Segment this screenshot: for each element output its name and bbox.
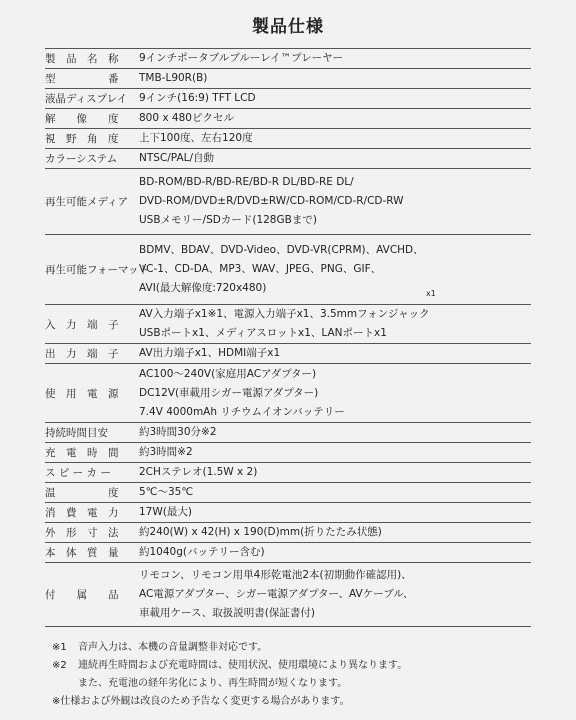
spec-label: 付 属 品	[45, 563, 139, 627]
spec-row	[45, 463, 531, 483]
spec-value-line: 約1040g(バッテリー含む)	[139, 546, 265, 558]
spec-value	[139, 483, 531, 503]
spec-value	[139, 49, 531, 69]
spec-value-line: 2CHステレオ(1.5W x 2)	[139, 466, 258, 478]
spec-value-line: VC-1、CD-DA、MP3、WAV、JPEG、PNG、GIF、	[139, 263, 382, 275]
spec-row	[45, 523, 531, 543]
footnote-2-text: 連続再生時間および充電時間は、使用状況、使用環境により異なります。	[78, 660, 408, 671]
spec-value-line: AVI(最大解像度:720x480)	[139, 282, 267, 294]
spec-value-line: AC電源アダプター、シガー電源アダプター、AVケーブル、	[139, 588, 414, 600]
spec-row	[45, 89, 531, 109]
spec-value-line: 7.4V 4000mAh リチウムイオンバッテリー	[139, 405, 345, 418]
spec-label: 充 電 時 間	[45, 443, 139, 463]
spec-label: 入 力 端 子	[45, 305, 139, 344]
spec-label: 解 像 度	[45, 109, 139, 129]
spec-row	[45, 109, 531, 129]
spec-value-line: 5℃〜35℃	[139, 486, 194, 498]
footnotes	[52, 639, 552, 711]
spec-table-body	[45, 49, 531, 627]
spec-value-line: AV入力端子x1※1、電源入力端子x1、3.5mmフォンジャック	[139, 308, 430, 320]
spec-row	[45, 563, 531, 627]
spec-value-line: DVD-ROM/DVD±R/DVD±RW/CD-ROM/CD-R/CD-RW	[139, 195, 404, 207]
spec-value	[139, 305, 531, 344]
spec-value-line: 約3時間※2	[139, 446, 193, 458]
spec-label: カラーシステム	[45, 149, 139, 169]
spec-row	[45, 235, 531, 305]
spec-value	[139, 423, 531, 443]
spec-value-line: 約240(W) x 42(H) x 190(D)mm(折りたたみ状態)	[139, 526, 382, 538]
spec-value	[139, 503, 531, 523]
spec-label: ス ピ ー カ ー	[45, 463, 139, 483]
spec-label: 本 体 質 量	[45, 543, 139, 563]
spec-row	[45, 149, 531, 169]
spec-label: 製 品 名 称	[45, 49, 139, 69]
spec-label: 使 用 電 源	[45, 364, 139, 423]
spec-row	[45, 69, 531, 89]
spec-value-line: AC100〜240V(家庭用ACアダプター)	[139, 367, 317, 380]
spec-value-line: 車載用ケース、取扱説明書(保証書付)	[139, 607, 315, 619]
spec-table	[45, 48, 531, 627]
spec-row	[45, 344, 531, 364]
spec-row	[45, 49, 531, 69]
spec-value-line: USBポートx1、メディアスロットx1、LANポートx1	[139, 327, 387, 339]
spec-value	[139, 463, 531, 483]
spec-row	[45, 305, 531, 344]
spec-value	[139, 443, 531, 463]
spec-value	[139, 149, 531, 169]
spec-value	[139, 543, 531, 563]
spec-value	[139, 109, 531, 129]
spec-value-line: TMB-L90R(B)	[139, 72, 208, 84]
spec-row	[45, 503, 531, 523]
spec-value-line: 約3時間30分※2	[139, 426, 217, 438]
footnote-2-mark: ※2	[52, 660, 67, 671]
spec-value	[139, 235, 531, 305]
spec-label: 再生可能メディア	[45, 169, 139, 235]
spec-value-line: 9インチポータブルブルーレイ™プレーヤー	[139, 52, 344, 64]
spec-value-line: 9インチ(16:9) TFT LCD	[139, 92, 256, 104]
spec-value	[139, 364, 531, 423]
spec-label: 型 番	[45, 69, 139, 89]
spec-value-line: BD-ROM/BD-R/BD-RE/BD-R DL/BD-RE DL/	[139, 176, 354, 188]
spec-row	[45, 483, 531, 503]
spec-row	[45, 169, 531, 235]
footnote-1	[52, 639, 552, 657]
spec-value	[139, 129, 531, 149]
spec-label: 外 形 寸 法	[45, 523, 139, 543]
footnote-3	[52, 693, 552, 711]
spec-row	[45, 443, 531, 463]
spec-value	[139, 89, 531, 109]
spec-value-line: 上下100度、左右120度	[139, 132, 253, 144]
spec-label: 液晶ディスプレイ	[45, 89, 139, 109]
footnote-1-text: 音声入力は、本機の音量調整非対応です。	[78, 642, 268, 653]
spec-value-line: 17W(最大)	[139, 506, 192, 518]
spec-value	[139, 169, 531, 235]
spec-value	[139, 563, 531, 627]
spec-value-line: DC12V(車載用シガー電源アダプター)	[139, 386, 319, 399]
spec-row	[45, 129, 531, 149]
spec-value	[139, 69, 531, 89]
spec-label: 持続時間目安	[45, 423, 139, 443]
spec-value	[139, 344, 531, 364]
spec-label: 消 費 電 力	[45, 503, 139, 523]
spec-value-line: リモコン、リモコン用単4形乾電池2本(初期動作確認用)、	[139, 569, 412, 581]
spec-label: 視 野 角 度	[45, 129, 139, 149]
annotation-mark: x1	[426, 289, 436, 298]
spec-value-line: 800 x 480ピクセル	[139, 112, 234, 124]
footnote-1-mark: ※1	[52, 642, 67, 653]
spec-label: 出 力 端 子	[45, 344, 139, 364]
spec-value	[139, 523, 531, 543]
spec-row	[45, 364, 531, 423]
spec-row	[45, 543, 531, 563]
spec-value-line: USBメモリー/SDカード(128GBまで)	[139, 214, 317, 226]
spec-label: 再生可能フォーマット	[45, 235, 139, 305]
spec-label: 温 度	[45, 483, 139, 503]
footnote-2-continuation: また、充電池の経年劣化により、再生時間が短くなります。	[78, 678, 348, 689]
spec-value-line: NTSC/PAL/自動	[139, 152, 215, 164]
spec-row	[45, 423, 531, 443]
footnote-2	[52, 657, 552, 675]
page-title: 製品仕様	[252, 17, 324, 37]
spec-value-line: AV出力端子x1、HDMI端子x1	[139, 347, 281, 359]
footnote-3-text: ※仕様および外観は改良のため予告なく変更する場合があります。	[52, 696, 350, 707]
spec-value-line: BDMV、BDAV、DVD-Video、DVD-VR(CPRM)、AVCHD、	[139, 244, 424, 256]
